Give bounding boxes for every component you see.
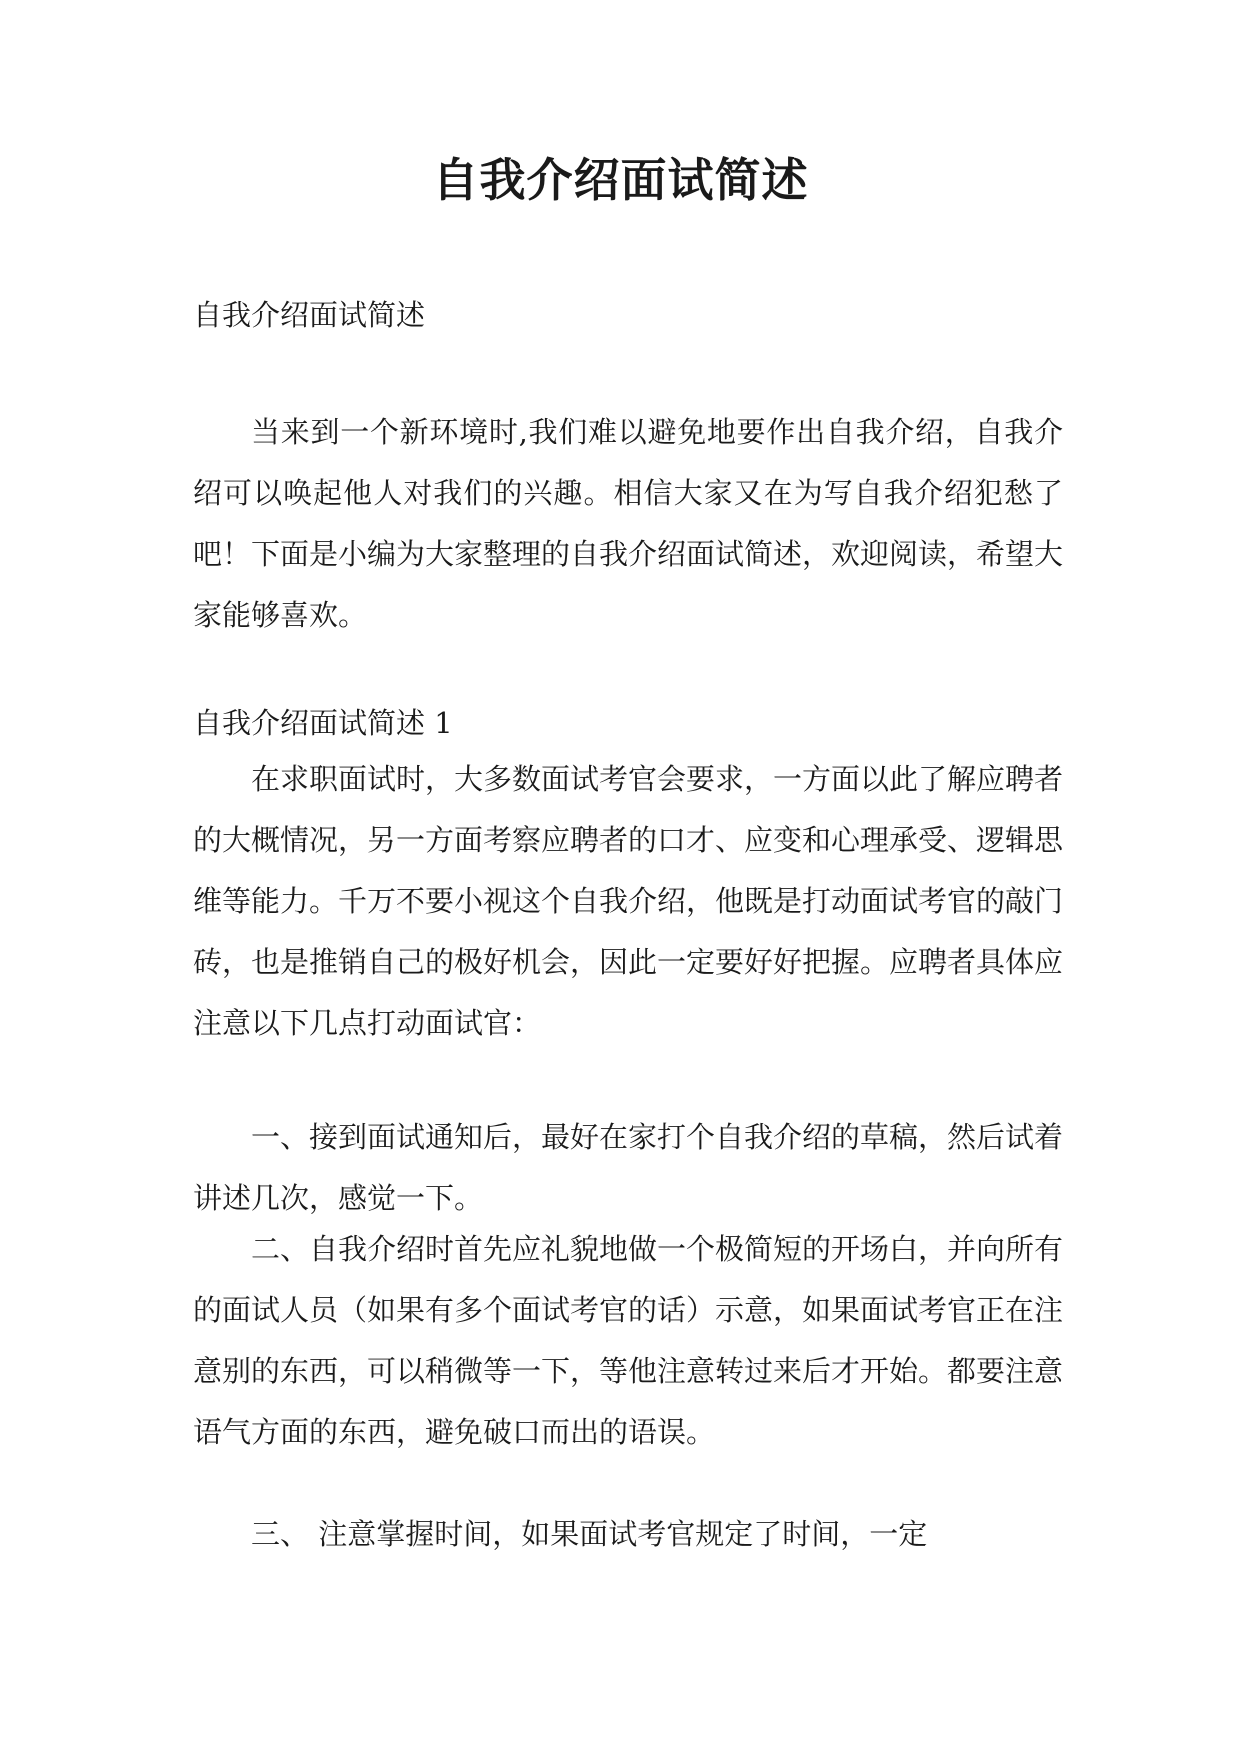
document-subtitle: 自我介绍面试简述 — [193, 298, 426, 332]
intro-paragraph: 当来到一个新环境时,我们难以避免地要作出自我介绍，自我介绍可以唤起他人对我们的兴趣。相信大家又在为写自我介绍犯愁了吧！下面是小编为大家整理的自我介绍面试简述，欢迎阅读，希望大家能够喜欢。 — [193, 415, 1064, 632]
section-heading: 自我介绍面试简述 1 — [193, 706, 453, 740]
body-paragraph: 在求职面试时，大多数面试考官会要求，一方面以此了解应聘者的大概情况，另一方面考察应聘者的口才、应变和心理承受、逻辑思维等能力。千万不要小视这个自我介绍，他既是打动面试考官的敲门砖，也是推销自己的极好机会，因此一定要好好把握。应聘者具体应注意以下几点打动面试官： — [193, 762, 1064, 1040]
document-title: 自我介绍面试简述 — [432, 153, 809, 207]
body-paragraph: 三、 注意掌握时间，如果面试考官规定了时间，一定 — [251, 1517, 928, 1551]
body-paragraph: 一、接到面试通知后，最好在家打个自我介绍的草稿，然后试着讲述几次，感觉一下。 — [193, 1120, 1064, 1215]
body-paragraph: 二、自我介绍时首先应礼貌地做一个极简短的开场白，并向所有的面试人员（如果有多个面试考官的话）示意，如果面试考官正在注意别的东西，可以稍微等一下，等他注意转过来后才开始。都要注意语气方面的东西，避免破口而出的语误。 — [193, 1232, 1064, 1449]
